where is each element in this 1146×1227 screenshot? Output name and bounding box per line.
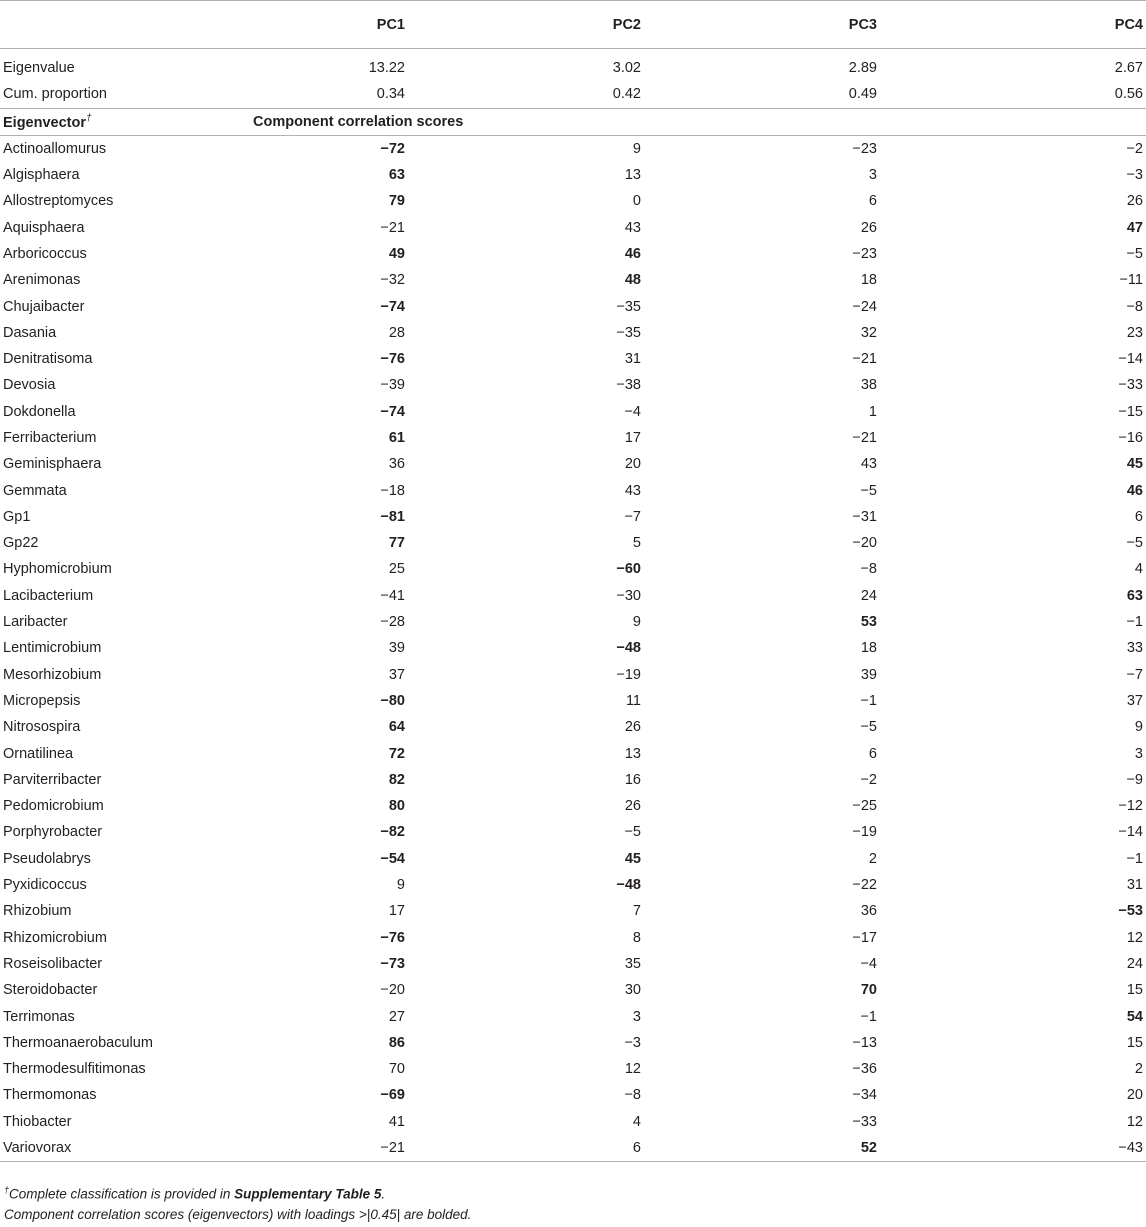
cell-pc3: −21 <box>852 430 877 446</box>
cell-pc2: 16 <box>624 771 641 788</box>
dagger-mark: † <box>86 112 92 124</box>
cell-pc4: −33 <box>1118 377 1143 394</box>
cell-pc4: 54 <box>1126 1008 1143 1025</box>
cell-pc3: −23 <box>852 245 877 262</box>
table-row <box>0 583 1146 609</box>
table-row <box>0 1003 1146 1029</box>
table-row <box>0 320 1146 346</box>
cell-pc3: −17 <box>852 929 877 946</box>
cell-pc1: −76 <box>380 351 405 368</box>
header-pc3: PC3 <box>644 1 880 49</box>
cell-pc4: 15 <box>1126 982 1143 999</box>
table-row <box>0 793 1146 819</box>
cell-pc2: 0.42 <box>612 86 641 103</box>
cell-pc1: −41 <box>380 587 405 604</box>
cell-pc4: 2.67 <box>1114 60 1143 77</box>
row-label: Thermoanaerobaculum <box>3 1034 153 1051</box>
cell-pc3: −5 <box>860 482 877 499</box>
cell-pc3: −1 <box>860 1008 877 1025</box>
header-cell-empty <box>0 1 250 49</box>
cell-pc4: −5 <box>1126 245 1143 262</box>
cell-pc1: −69 <box>380 1087 405 1104</box>
row-label: Geminisphaera <box>3 456 102 473</box>
cell-pc2: 3.02 <box>612 60 641 77</box>
footnote-2: Component correlation scores (eigenvectors) with loadings >|0.45| are bolded. <box>4 1206 472 1222</box>
cell-pc1: −20 <box>380 982 405 999</box>
cum-proportion-row <box>0 81 1146 108</box>
cell-pc2: −5 <box>624 824 641 841</box>
table-row <box>0 188 1146 214</box>
table-row <box>0 372 1146 398</box>
header-pc2: PC2 <box>408 1 644 49</box>
cell-pc3: −25 <box>852 798 877 815</box>
table-row <box>0 346 1146 372</box>
cell-pc1: 37 <box>388 666 405 683</box>
cell-pc1: −76 <box>380 929 405 946</box>
eigenvalue-row <box>0 49 1146 82</box>
cell-pc3: 2 <box>868 850 877 867</box>
cell-pc2: 13 <box>624 745 641 762</box>
cell-pc4: −3 <box>1126 167 1143 184</box>
cell-pc2: 48 <box>624 272 641 289</box>
cell-pc3: −33 <box>852 1113 877 1130</box>
cell-pc2: 17 <box>624 430 641 446</box>
row-label: Nitrosospira <box>3 719 81 736</box>
row-label: Arenimonas <box>3 272 81 289</box>
row-label: Variovorax <box>0 1135 250 1162</box>
cell-pc1: 0.34 <box>376 86 405 103</box>
cell-pc2: 4 <box>632 1113 641 1130</box>
cell-pc3: 32 <box>860 324 877 341</box>
cell-pc2: −48 <box>616 877 641 894</box>
cell-pc1: 49 <box>388 245 405 262</box>
cell-pc1: 70 <box>388 1061 405 1078</box>
cell-pc1: 36 <box>388 456 405 473</box>
cell-pc4: 6 <box>1134 508 1143 525</box>
cell-pc3: 24 <box>860 587 877 604</box>
cell-pc4: 24 <box>1126 955 1143 972</box>
footnotes <box>4 1180 471 1225</box>
cell-pc4: 26 <box>1126 193 1143 210</box>
cell-pc4: −14 <box>1118 351 1143 368</box>
cell-pc1: 63 <box>388 167 405 184</box>
cell-pc4: 4 <box>1134 561 1143 578</box>
cell-pc4: 23 <box>1126 324 1143 341</box>
cell-pc2: 43 <box>624 219 641 236</box>
cell-pc4: 15 <box>1126 1034 1143 1051</box>
cell-pc1: 25 <box>388 561 405 578</box>
cell-pc2: 45 <box>624 850 641 867</box>
cell-pc1: 27 <box>388 1008 405 1025</box>
cell-pc1: −39 <box>380 377 405 394</box>
cell-pc1: 39 <box>388 640 405 657</box>
cell-pc1: −54 <box>380 850 405 867</box>
cell-pc1: 86 <box>388 1034 405 1051</box>
footnote-1: †Complete classification is provided in Supplementary Table 5. <box>4 1185 386 1202</box>
cell-pc3: −22 <box>852 877 877 894</box>
cell-pc4: −5 <box>1126 535 1143 552</box>
cell-pc4: −2 <box>1126 140 1143 157</box>
header-row <box>0 1 1146 49</box>
cell-pc3: −24 <box>852 298 877 315</box>
cell-pc4: 12 <box>1126 929 1143 946</box>
table-row <box>0 688 1146 714</box>
cell-pc4: −11 <box>1119 272 1143 289</box>
cell-pc2: 46 <box>624 245 641 262</box>
table-row <box>0 1135 1146 1162</box>
cell-pc3: 6 <box>868 745 877 762</box>
table-row <box>0 1109 1146 1135</box>
cell-pc1: 9 <box>396 877 405 894</box>
table-row <box>0 530 1146 556</box>
row-label: Roseisolibacter <box>3 955 103 972</box>
cell-pc3: 39 <box>860 666 877 683</box>
cell-pc1: 61 <box>388 430 405 446</box>
cell-pc4: 0.56 <box>1114 86 1143 103</box>
cell-pc4: 31 <box>1126 877 1143 894</box>
cell-pc3: −23 <box>852 140 877 157</box>
cell-pc2: 13 <box>624 167 641 184</box>
row-label: Dokdonella <box>3 403 76 420</box>
cell-pc2: −4 <box>624 403 641 420</box>
cell-pc1: −18 <box>380 482 405 499</box>
section-title: Component correlation scores <box>250 108 1146 135</box>
cell-pc3: −21 <box>852 351 877 368</box>
cell-pc3: −13 <box>852 1034 877 1051</box>
cell-pc4: 2 <box>1134 1061 1143 1078</box>
row-label: Gp22 <box>3 535 39 552</box>
cell-pc1: −82 <box>380 824 405 841</box>
row-label: Gp1 <box>3 508 31 525</box>
cell-pc4: −1 <box>1126 850 1143 867</box>
table-row <box>0 714 1146 740</box>
table-row <box>0 898 1146 924</box>
row-label: Hyphomicrobium <box>3 561 112 578</box>
table-row <box>0 846 1146 872</box>
cell-pc1: −81 <box>380 508 405 525</box>
table-row <box>0 1030 1146 1056</box>
row-label: Eigenvalue <box>3 60 75 77</box>
cell-pc4: 47 <box>1126 219 1143 236</box>
table-row <box>0 451 1146 477</box>
cell-pc4: 12 <box>1126 1113 1143 1130</box>
cell-pc1: 13.22 <box>368 60 405 77</box>
cell-pc3: −8 <box>860 561 877 578</box>
cell-pc2: 43 <box>624 482 641 499</box>
cell-pc4: 45 <box>1126 456 1143 473</box>
cell-pc2: −30 <box>616 587 641 604</box>
cell-pc1: 17 <box>388 903 405 920</box>
cell-pc3: −31 <box>852 508 877 525</box>
cell-pc3: −2 <box>860 771 877 788</box>
cell-pc1: 80 <box>388 798 405 815</box>
cell-pc2: 11 <box>625 692 641 709</box>
eigenvector-label: Eigenvector† <box>0 108 250 135</box>
cell-pc3: −5 <box>860 719 877 736</box>
cell-pc2: −60 <box>616 561 641 578</box>
cell-pc1: −32 <box>380 272 405 289</box>
table-row <box>0 1056 1146 1082</box>
row-label: Actinoallomurus <box>3 140 107 157</box>
cell-pc1: −73 <box>380 955 405 972</box>
table-row <box>0 819 1146 845</box>
cell-pc2: −8 <box>624 1087 641 1104</box>
cell-pc4: 3 <box>1134 745 1143 762</box>
cell-pc1: 72 <box>388 745 405 762</box>
row-label: Rhizomicrobium <box>3 929 107 946</box>
table-row <box>0 241 1146 267</box>
cell-pc2: 26 <box>624 719 641 736</box>
table-row <box>0 214 1146 240</box>
cell-pc3: 2.89 <box>848 60 877 77</box>
row-label: Ornatilinea <box>3 745 74 762</box>
cell-pc2: 31 <box>624 351 641 368</box>
row-label: Denitratisoma <box>3 351 93 368</box>
cell-pc1: −72 <box>380 140 405 157</box>
cell-pc4: −53 <box>1118 903 1143 920</box>
row-label: Gemmata <box>3 482 67 499</box>
cell-pc3: 6 <box>868 193 877 210</box>
table-body <box>0 49 1146 1162</box>
cell-pc1: 77 <box>388 535 405 552</box>
table-row <box>0 293 1146 319</box>
cell-pc2: 8 <box>632 929 641 946</box>
row-label: Dasania <box>3 324 57 341</box>
cell-pc3: 1 <box>868 403 877 420</box>
cell-pc1: −21 <box>380 219 405 236</box>
cell-pc3: 52 <box>644 1135 880 1162</box>
row-label: Chujaibacter <box>3 298 85 315</box>
cell-pc3: 43 <box>860 456 877 473</box>
row-label: Pyxidicoccus <box>3 877 87 894</box>
cell-pc3: 70 <box>860 982 877 999</box>
cell-pc2: −35 <box>616 324 641 341</box>
table-row <box>0 267 1146 293</box>
cell-pc1: 28 <box>388 324 405 341</box>
row-label: Steroidobacter <box>3 982 98 999</box>
cell-pc3: 36 <box>860 903 877 920</box>
cell-pc2: 12 <box>624 1061 641 1078</box>
cell-pc1: 64 <box>388 719 405 736</box>
row-label: Thermomonas <box>3 1087 97 1104</box>
table-row <box>0 477 1146 503</box>
cell-pc2: 30 <box>624 982 641 999</box>
cell-pc1: −28 <box>380 614 405 631</box>
cell-pc2: −48 <box>616 640 641 657</box>
cell-pc2: 35 <box>624 955 641 972</box>
cell-pc1: −21 <box>250 1135 408 1162</box>
row-label: Mesorhizobium <box>3 666 102 683</box>
cell-pc2: 5 <box>632 535 641 552</box>
cell-pc4: −7 <box>1126 666 1143 683</box>
table-row <box>0 504 1146 530</box>
table-row <box>0 977 1146 1003</box>
cell-pc1: −74 <box>380 403 405 420</box>
cell-pc3: −36 <box>852 1061 877 1078</box>
cell-pc3: 18 <box>860 640 877 657</box>
cell-pc3: −19 <box>852 824 877 841</box>
cell-pc2: 6 <box>408 1135 644 1162</box>
cell-pc4: −1 <box>1126 614 1143 631</box>
row-label: Pedomicrobium <box>3 798 104 815</box>
cell-pc4: −12 <box>1118 798 1143 815</box>
cell-pc4: 46 <box>1126 482 1143 499</box>
row-label: Allostreptomyces <box>3 193 114 210</box>
cell-pc4: −8 <box>1126 298 1143 315</box>
cell-pc3: 53 <box>860 614 877 631</box>
row-label: Micropepsis <box>3 692 81 709</box>
cell-pc1: 41 <box>388 1113 405 1130</box>
cell-pc2: −19 <box>616 666 641 683</box>
cell-pc3: 18 <box>860 272 877 289</box>
row-label: Devosia <box>3 377 56 394</box>
cell-pc3: −4 <box>860 955 877 972</box>
cell-pc3: 3 <box>868 167 877 184</box>
table-row <box>0 635 1146 661</box>
row-label: Lentimicrobium <box>3 640 102 657</box>
cell-pc2: −38 <box>616 377 641 394</box>
table-row <box>0 872 1146 898</box>
cell-pc2: −7 <box>624 508 641 525</box>
row-label: Thiobacter <box>3 1113 72 1130</box>
table-row <box>0 162 1146 188</box>
cell-pc3: 0.49 <box>848 86 877 103</box>
table-row <box>0 767 1146 793</box>
cell-pc3: −20 <box>852 535 877 552</box>
cell-pc4: −9 <box>1126 771 1143 788</box>
cell-pc4: 33 <box>1126 640 1143 657</box>
cell-pc2: −3 <box>624 1034 641 1051</box>
table-row <box>0 425 1146 451</box>
cell-pc3: −1 <box>860 692 877 709</box>
cell-pc2: 9 <box>632 140 641 157</box>
table-row <box>0 399 1146 425</box>
cell-pc4: 37 <box>1126 692 1143 709</box>
row-label: Pseudolabrys <box>3 850 91 867</box>
row-label: Porphyrobacter <box>3 824 103 841</box>
cell-pc4: −16 <box>1118 430 1143 446</box>
row-label: Laribacter <box>3 614 68 631</box>
row-label: Thermodesulfitimonas <box>3 1061 146 1078</box>
table-row <box>0 556 1146 582</box>
row-label: Parviterribacter <box>3 771 102 788</box>
cell-pc2: 3 <box>632 1008 641 1025</box>
row-label: Cum. proportion <box>3 86 107 103</box>
cell-pc4: −15 <box>1118 403 1143 420</box>
table-row <box>0 925 1146 951</box>
cell-pc2: 26 <box>624 798 641 815</box>
table-row <box>0 135 1146 162</box>
table-row <box>0 662 1146 688</box>
table-row <box>0 951 1146 977</box>
cell-pc2: 20 <box>624 456 641 473</box>
cell-pc4: −14 <box>1118 824 1143 841</box>
cell-pc1: −74 <box>380 298 405 315</box>
cell-pc4: −43 <box>880 1135 1146 1162</box>
row-label: Lacibacterium <box>3 587 94 604</box>
cell-pc2: 9 <box>632 614 641 631</box>
header-pc1: PC1 <box>250 1 408 49</box>
cell-pc3: −34 <box>852 1087 877 1104</box>
cell-pc1: 79 <box>388 193 405 210</box>
cell-pc4: 20 <box>1126 1087 1143 1104</box>
cell-pc1: 82 <box>388 771 405 788</box>
cell-pc3: 38 <box>860 377 877 394</box>
cell-pc2: 0 <box>632 193 641 210</box>
cell-pc4: 63 <box>1126 587 1143 604</box>
cell-pc1: −80 <box>380 692 405 709</box>
table-row <box>0 1082 1146 1108</box>
row-label: Ferribacterium <box>3 430 97 446</box>
section-header-row <box>0 108 1146 135</box>
row-label: Algisphaera <box>3 167 80 184</box>
row-label: Rhizobium <box>3 903 72 920</box>
supplementary-ref: Supplementary Table 5 <box>234 1186 382 1202</box>
cell-pc3: 26 <box>860 219 877 236</box>
cell-pc4: 9 <box>1134 719 1143 736</box>
table-row <box>0 609 1146 635</box>
table-row <box>0 740 1146 766</box>
cell-pc2: −35 <box>616 298 641 315</box>
header-pc4: PC4 <box>880 1 1146 49</box>
row-label: Arboricoccus <box>3 245 87 262</box>
row-label: Terrimonas <box>3 1008 75 1025</box>
cell-pc2: 7 <box>632 903 641 920</box>
row-label: Aquisphaera <box>3 219 85 236</box>
